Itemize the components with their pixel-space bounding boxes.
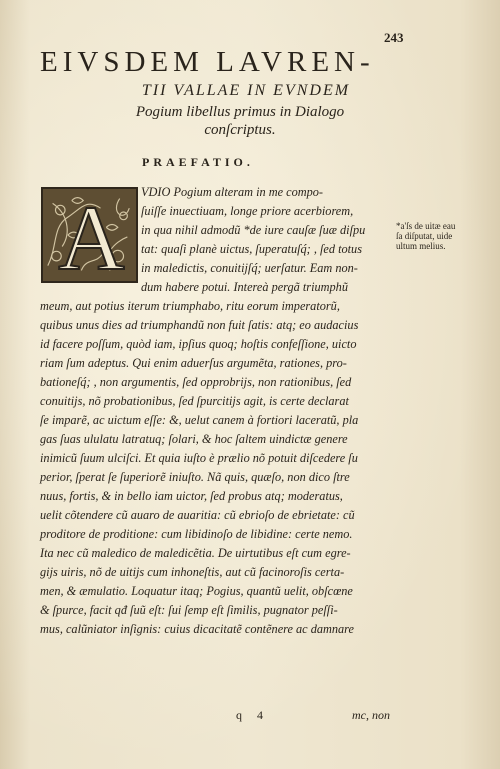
text-line: dum habere potui. Intereà pergã triumphũ bbox=[141, 280, 348, 294]
text-line: uelit cõtendere cũ auaro de auaritia: cũ ebrioſo de ebrietate: cũ bbox=[40, 508, 355, 522]
signature-mark: q 4 bbox=[236, 708, 269, 722]
section-title: PRAEFATIO. bbox=[142, 155, 254, 169]
text-line: in maledictis, conuitijſq́; uerſatur. Eam non- bbox=[141, 261, 358, 275]
text-line: gijs uiris, nõ de uitijs cum inhoneſtis, aut cũ facinoroſis certa- bbox=[40, 565, 345, 579]
drop-cap-letter: A bbox=[58, 187, 125, 289]
text-line: in qua nihil admodũ *de iure cauſæ ſuæ diſpu bbox=[141, 223, 366, 237]
text-line: riam ſum adeptus. Qui enim aduerſus argumẽta, rationes, pro- bbox=[40, 356, 347, 370]
text-line: ſuiſſe inuectiuam, longe priore acerbiorem, bbox=[141, 204, 354, 218]
text-line: gas ſuas ululatu latratuq; ſolari, & hoc ſaltem uindictæ genere bbox=[40, 432, 348, 446]
text-line: conuitijs, nõ probationibus, ſed ſpurcitijs agit, is certe declarat bbox=[40, 394, 349, 408]
decorated-initial bbox=[41, 187, 138, 289]
text-line: men, & æmulatio. Loquatur itaq; Pogius, quantũ uelit, obſcœne bbox=[40, 584, 353, 598]
text-line: nuus, fortis, & in bello iam uictor, ſed probus atq; moderatus, bbox=[40, 489, 343, 503]
text-line: mus, calũniator inſignis: cuius dicacitatẽ contẽnere ac damnare bbox=[40, 622, 354, 636]
heading-line-2: TII VALLAE IN EVNDEM bbox=[141, 82, 351, 99]
catchword: mc, non bbox=[352, 708, 390, 722]
text-line: Ita nec cũ maledico de maledicẽtia. De uirtutibus eſt cum egre- bbox=[40, 546, 351, 560]
text-line: quibus unus dies ad triumphandũ non fuit ſatis: atq; eo audacius bbox=[40, 318, 359, 332]
marginal-note-line: ſa diſputat, uide bbox=[396, 231, 453, 241]
text-line: meum, aut potius iterum triumphabo, ritu eorum imperatorũ, bbox=[40, 299, 340, 313]
text-line: & ſpurce, facit qđ ſuũ eſt: ſui ſemp eſt ſimilis, pugnator peſſi- bbox=[40, 603, 338, 617]
text-line: inimicũ ſuum ulciſci. Et quia iuſto è prælio nõ potuit diſcedere ſu bbox=[40, 451, 358, 465]
text-line: bationeſq́; , non argumentis, ſed opprobrijs, non rationibus, ſed bbox=[40, 375, 352, 389]
text-line: proditore de proditione: cum libidinoſo de libidine: certe nemo. bbox=[40, 527, 353, 541]
text-line: id facere poſſum, quòd iam, ipſius quoq; hoſtis confeſſione, uicto bbox=[40, 337, 357, 351]
marginal-note-line: ultum melius. bbox=[396, 241, 446, 251]
heading-line-3: Pogium libellus primus in Dialogo bbox=[135, 104, 345, 120]
heading-line-4: conſcriptus. bbox=[204, 122, 276, 138]
text-line: ſe imparẽ, ac uictum eſſe: &, uelut canem à fortiori laceratũ, pla bbox=[40, 413, 359, 427]
marginal-note-line: *a'ſs de uitæ eau bbox=[396, 221, 456, 231]
text-line: tat: quaſi planè uictus, ſuperatuſq́; , ſed totus bbox=[141, 242, 362, 256]
marginal-note bbox=[396, 221, 496, 251]
text-line: VDIO Pogium alteram in me compo- bbox=[141, 185, 324, 199]
text-line: perior, ſperat ſe ſuperiorẽ iniuſto. Nã quis, quæſo, non dico ſtre bbox=[40, 470, 350, 484]
page-number: 243 bbox=[384, 30, 404, 45]
heading-line-1: EIVSDEM LAVREN- bbox=[40, 46, 375, 78]
